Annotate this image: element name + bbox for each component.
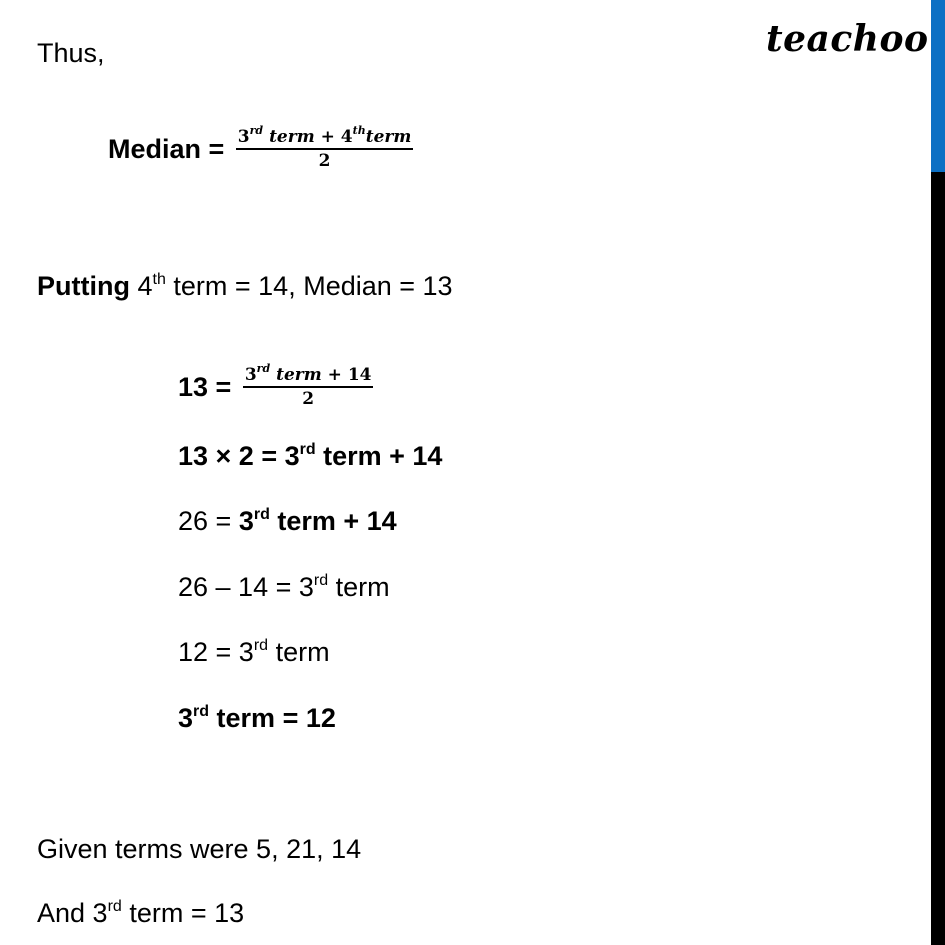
equation-result: 3rd term = 12 — [178, 703, 336, 733]
eq1-fraction: $\frac{3^{rd} term + 14}{2}$ — [244, 362, 372, 409]
sidebar-accent-bar — [931, 0, 945, 172]
equation-step-4: 26 – 14 = 3rd term — [178, 572, 390, 602]
equation-step-5: 12 = 3rd term — [178, 637, 330, 667]
median-fraction — [236, 126, 414, 172]
fraction-denominator: 2 — [318, 151, 331, 171]
equation-step-2: 13 × 2 = 3rd term + 14 — [178, 441, 443, 471]
thus-text: Thus, — [37, 38, 105, 68]
fraction-numerator: 3rd term + 4thterm — [237, 124, 412, 147]
given-terms-text: Given terms were 5, 21, 14 — [37, 834, 362, 864]
sidebar-dark-bar — [931, 172, 945, 945]
median-formula — [108, 124, 413, 174]
teachoo-logo: teachoo — [766, 18, 929, 60]
putting-line: Putting 4th term = 14, Median = 13 — [37, 271, 453, 301]
median-label: Median = — [108, 134, 225, 165]
equation-step-3: 26 = 3rd term + 14 — [178, 506, 397, 536]
and-third-term-text: And 3rd term = 13 — [37, 898, 245, 928]
equation-fraction: 13 = $\frac{3^{rd} term + 14}{2}$ — [178, 362, 372, 409]
